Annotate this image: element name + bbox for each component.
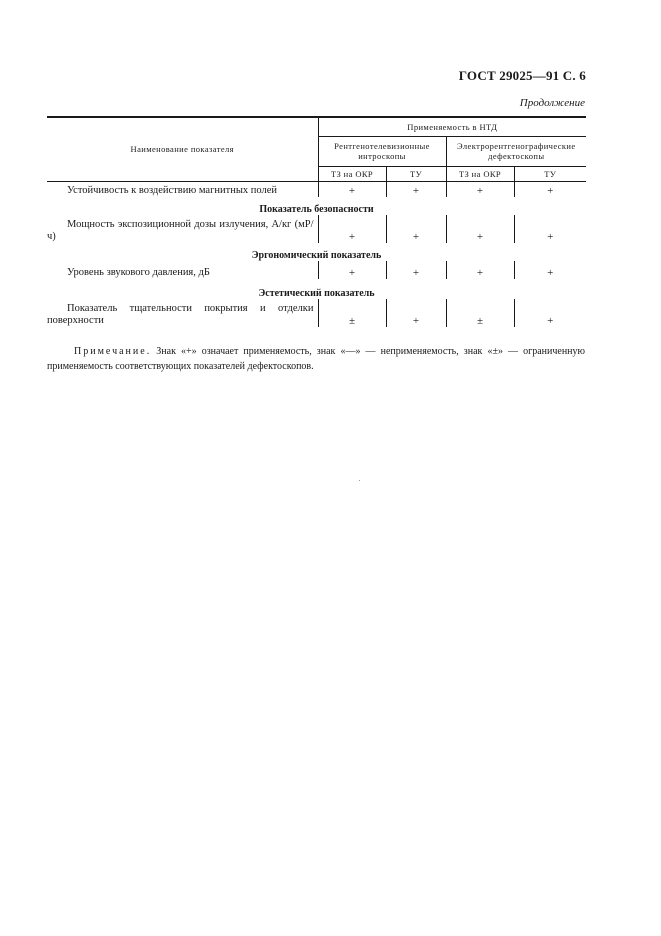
cell-mark: + [446, 181, 514, 197]
cell-mark: ± [318, 299, 386, 327]
cell-mark: + [446, 261, 514, 279]
row-name: Показатель тщательности покрытия и отделки поверхности [47, 303, 314, 326]
cell-mark: + [386, 181, 446, 197]
row-name: Уровень звукового давления, дБ [67, 267, 210, 278]
cell-mark: + [514, 181, 586, 197]
table-note [47, 344, 585, 374]
row-name: Устойчивость к воздействию магнитных полей [67, 185, 278, 196]
table-row [47, 261, 586, 279]
cell-mark: ± [446, 299, 514, 327]
cell-mark: + [514, 299, 586, 327]
column-header-name: Наименование показателя [47, 117, 318, 181]
subheader-tz-okr-2: ТЗ на ОКР [446, 166, 514, 181]
cell-mark: + [318, 261, 386, 279]
cell-mark: + [514, 261, 586, 279]
cell-mark: + [446, 215, 514, 243]
cell-mark: + [318, 181, 386, 197]
note-label: Примечание. [74, 346, 152, 357]
row-name: Мощность экспозиционной дозы излучения, А/кг (мР/ч) [47, 219, 314, 242]
group-header-xray-tv: Рентгенотелевизионные интроскопы [318, 136, 446, 166]
table-row [47, 215, 586, 243]
section-title-safety: Показатель безопасности [259, 204, 374, 215]
continuation-label: Продолжение [519, 97, 585, 109]
section-title-aesthetic: Эстетический показатель [258, 288, 375, 299]
table-row [47, 181, 586, 197]
subheader-tu-2: ТУ [514, 166, 586, 181]
subheader-tz-okr-1: ТЗ на ОКР [318, 166, 386, 181]
cell-mark: + [386, 215, 446, 243]
applicability-table [47, 116, 586, 327]
scan-speck [359, 480, 360, 481]
cell-mark: + [514, 215, 586, 243]
cell-mark: + [386, 299, 446, 327]
group-header-electro-xray: Электрорентгенографические дефектоскопы [446, 136, 586, 166]
subheader-tu-1: ТУ [386, 166, 446, 181]
column-header-applicability: Применяемость в НТД [318, 117, 586, 136]
note-text: Знак «+» означает применяемость, знак «—» — неприменяемость, знак «±» — ограниченную применяемость соответствующих показателей дефектоскопов. [47, 346, 585, 372]
table-row [47, 299, 586, 327]
cell-mark: + [318, 215, 386, 243]
cell-mark: + [386, 261, 446, 279]
section-title-ergonomic: Эргономический показатель [251, 250, 382, 261]
document-header: ГОСТ 29025—91 С. 6 [458, 68, 586, 83]
